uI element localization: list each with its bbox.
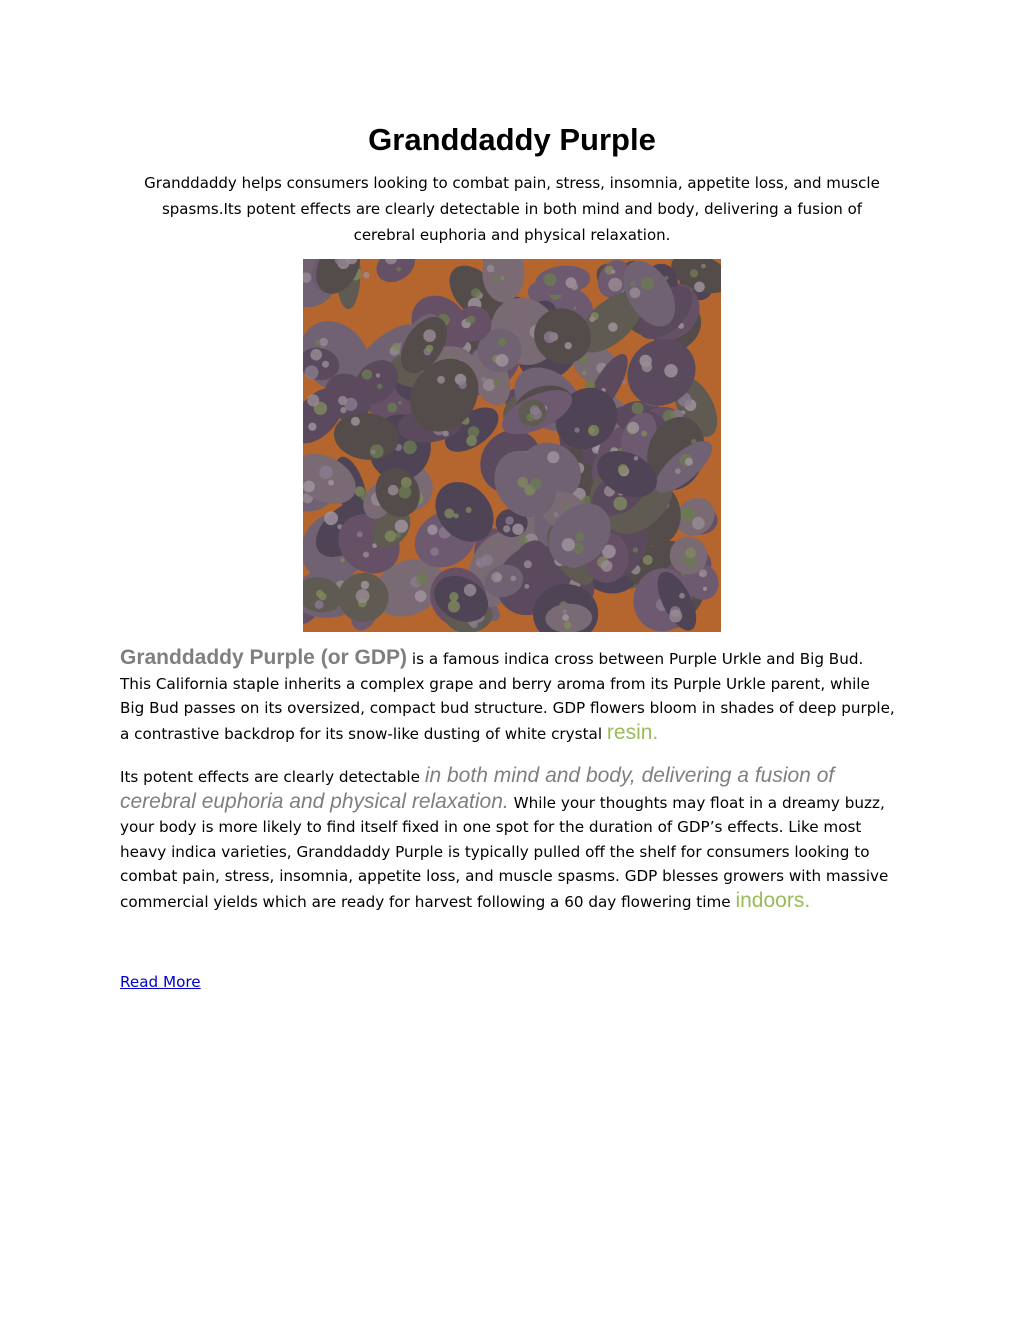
trichome-speck [492, 275, 499, 282]
trichome-speck [574, 427, 579, 432]
trichome-speck [427, 525, 437, 535]
trichome-speck [679, 593, 685, 599]
indoors-link[interactable]: indoors. [735, 888, 811, 912]
trichome-speck [575, 533, 584, 542]
trichome-speck [498, 338, 507, 347]
trichome-speck [398, 401, 402, 405]
trichome-speck [505, 516, 513, 524]
trichome-speck [371, 450, 376, 455]
gdp-description-text: is a famous indica cross between Purple Urkle and Big Bud. This California staple inherits a complex grape and berry aroma from its Purple Urkle parent, while Big Bud passes on its oversized, compact bud structure. GDP flowers bloom in shades of deep purple, a contrastive backdrop for its snow-like dusting of white crystal [120, 650, 895, 743]
trichome-speck [415, 590, 427, 602]
trichome-speck [315, 600, 324, 609]
trichome-speck [524, 584, 529, 589]
trichome-speck [669, 610, 682, 623]
trichome-speck [388, 485, 399, 496]
gdp-lead-heading: Granddaddy Purple (or GDP) [120, 646, 408, 669]
trichome-speck [493, 379, 501, 387]
effects-body-text: While your thoughts may float in a dreamy buzz, your body is more likely to find itself fixed in one spot for the duration of GDP’s effects. Like most heavy indica varieties, Granddaddy Purple is typically pulled off the shelf for consumers looking to combat pain, stress, insomnia, appetite loss, and muscle spasms. GDP blesses growers with massive commercial yields which are ready for harvest following a 60 day flowering time [120, 793, 889, 911]
trichome-speck [554, 512, 559, 517]
trichome-speck [467, 316, 475, 324]
trichome-speck [395, 520, 408, 533]
trichome-speck [423, 329, 436, 342]
trichome-speck [319, 338, 328, 347]
trichome-speck [396, 532, 402, 538]
trichome-speck [511, 576, 517, 582]
trichome-speck [582, 371, 587, 376]
gdp-description-paragraph [120, 646, 895, 746]
trichome-speck [699, 569, 707, 577]
trichome-speck [454, 513, 459, 518]
trichome-speck [303, 481, 315, 493]
trichome-speck [589, 316, 595, 322]
trichome-speck [571, 283, 578, 290]
trichome-speck [322, 361, 329, 368]
product-photo [303, 259, 721, 632]
trichome-speck [608, 278, 622, 292]
effects-paragraph [120, 764, 895, 914]
trichome-speck [633, 547, 638, 552]
trichome-speck [471, 288, 481, 298]
trichome-speck [641, 431, 647, 437]
trichome-speck [466, 507, 472, 513]
trichome-speck [363, 272, 370, 279]
trichome-speck [305, 366, 319, 380]
trichome-speck [363, 552, 369, 558]
trichome-speck [310, 349, 322, 361]
trichome-speck [675, 468, 681, 474]
trichome-speck [680, 507, 694, 521]
trichome-speck [608, 322, 617, 331]
trichome-speck [630, 287, 641, 298]
trichome-speck [464, 584, 476, 596]
trichome-speck [340, 558, 344, 562]
trichome-speck [632, 402, 644, 414]
trichome-speck [544, 273, 557, 286]
trichome-speck [685, 458, 693, 466]
trichome-speck [495, 574, 502, 581]
trichome-speck [466, 435, 477, 446]
read-more-link[interactable]: Read More [120, 973, 201, 991]
trichome-speck [437, 376, 445, 384]
trichome-speck [643, 555, 653, 565]
trichome-speck [690, 269, 698, 277]
trichome-speck [564, 621, 572, 629]
trichome-speck [622, 380, 626, 384]
trichome-speck [685, 547, 696, 558]
trichome-speck [443, 431, 449, 437]
intro-paragraph: Granddaddy helps consumers looking to combat pain, stress, insomnia, appetite loss, and muscle spasms.Its potent effects are clearly detectable in both mind and body, delivering a fusion of cerebral euphoria and physical relaxation. [144, 174, 880, 244]
trichome-speck [397, 267, 402, 272]
trichome-speck [618, 464, 628, 474]
trichome-speck [459, 381, 467, 389]
trichome-speck [356, 589, 370, 603]
trichome-speck [517, 477, 528, 488]
resin-link[interactable]: resin. [606, 720, 659, 744]
trichome-speck [526, 413, 534, 421]
trichome-speck [338, 396, 347, 405]
trichome-speck [547, 451, 559, 463]
trichome-speck [444, 509, 454, 519]
trichome-speck [642, 362, 653, 373]
trichome-speck [482, 554, 494, 566]
trichome-speck [681, 556, 687, 562]
trichome-speck [613, 497, 627, 511]
trichome-speck [701, 264, 706, 269]
trichome-speck [634, 456, 638, 460]
trichome-speck [483, 379, 495, 391]
trichome-speck [357, 531, 363, 537]
trichome-speck [692, 517, 705, 530]
trichome-speck [376, 373, 380, 377]
trichome-speck [351, 417, 360, 426]
trichome-speck [362, 369, 372, 379]
trichome-speck [377, 384, 382, 389]
trichome-speck [611, 270, 615, 274]
trichome-speck [487, 265, 495, 273]
trichome-speck [565, 342, 572, 349]
trichome-speck [430, 547, 439, 556]
trichome-speck [503, 525, 510, 532]
trichome-speck [470, 620, 478, 628]
trichome-speck [501, 276, 505, 280]
trichome-speck [685, 557, 695, 567]
trichome-speck [562, 609, 567, 614]
trichome-speck [324, 511, 338, 525]
trichome-speck [319, 466, 333, 480]
trichome-speck [319, 592, 327, 600]
trichome-speck [448, 600, 460, 612]
trichome-speck [316, 340, 321, 345]
effects-emphasis-text: in both mind and body, delivering a fusion of cerebral euphoria and physical relaxation. [120, 764, 835, 813]
trichome-speck [496, 354, 509, 367]
trichome-speck [627, 422, 639, 434]
trichome-speck [307, 394, 319, 406]
trichome-speck [328, 480, 334, 486]
trichome-speck [664, 364, 677, 377]
trichome-speck [524, 560, 532, 568]
trichome-speck [392, 343, 400, 351]
page-title: Granddaddy Purple [368, 122, 656, 157]
trichome-speck [426, 345, 433, 352]
trichome-speck [694, 282, 705, 293]
trichome-speck [630, 281, 635, 286]
trichome-speck [449, 592, 458, 601]
trichome-speck [385, 531, 396, 542]
trichome-speck [512, 524, 523, 535]
trichome-speck [562, 538, 575, 551]
trichome-speck [403, 441, 417, 455]
trichome-speck [562, 614, 569, 621]
trichome-speck [544, 331, 556, 343]
trichome-speck [361, 581, 369, 589]
effects-intro-text: Its potent effects are clearly detectable [120, 768, 425, 786]
trichome-speck [601, 560, 613, 572]
trichome-speck [703, 587, 707, 591]
trichome-speck [387, 403, 397, 413]
trichome-speck [530, 478, 542, 490]
trichome-speck [564, 504, 569, 509]
trichome-speck [308, 423, 316, 431]
trichome-speck [641, 277, 654, 290]
trichome-speck [416, 573, 428, 585]
trichome-speck [589, 427, 595, 433]
trichome-speck [399, 486, 412, 499]
